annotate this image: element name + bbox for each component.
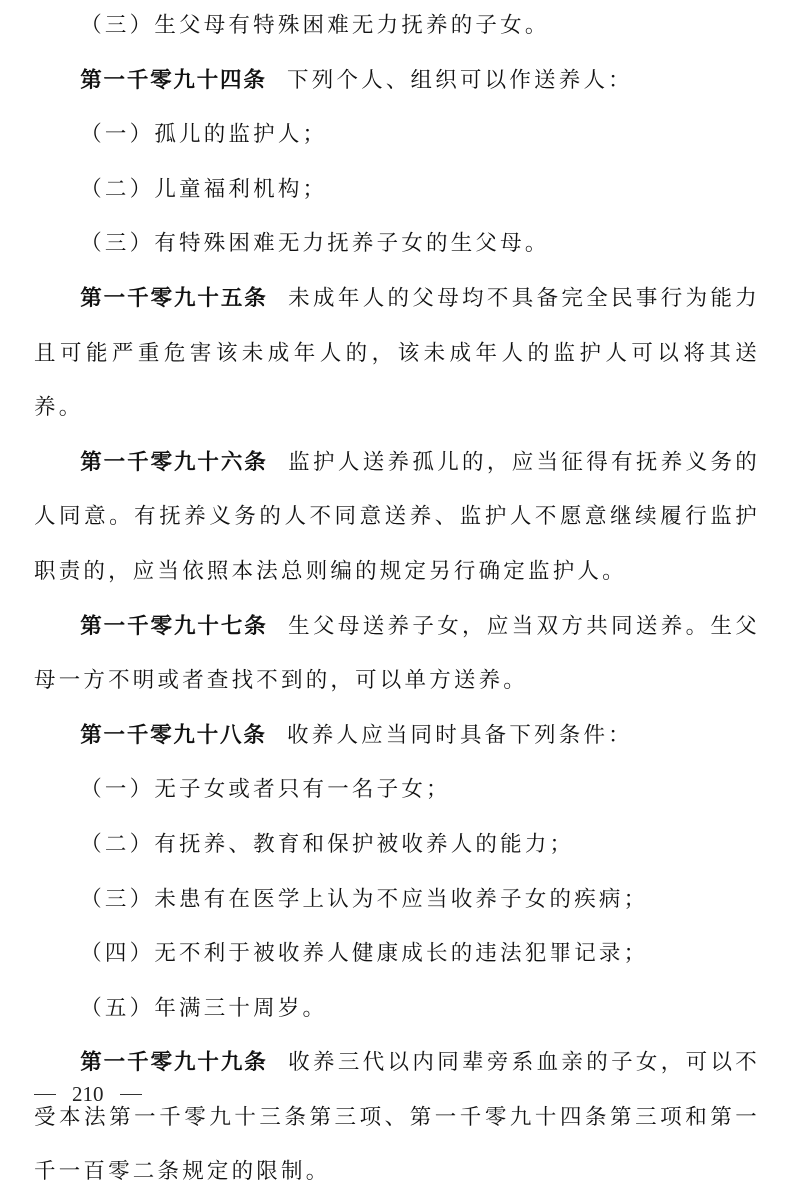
footer-dash-right [120, 1094, 142, 1095]
list-item [34, 163, 760, 218]
list-item [34, 927, 760, 982]
article-heading: 第一千零九十九条 [80, 1050, 268, 1076]
paragraph-text: 生父母送养子女，应当双方共同送养。生父母一方不明或者查找不到的，可以单方送养。 [34, 613, 760, 694]
article-paragraph [34, 272, 760, 436]
list-item [34, 982, 760, 1037]
paragraph-text: （一）孤儿的监护人； [80, 122, 328, 148]
paragraph-text: （三）有特殊困难无力抚养子女的生父母。 [80, 231, 550, 257]
article-paragraph [34, 600, 760, 709]
article-paragraph [34, 436, 760, 600]
document-body [34, 0, 760, 1200]
article-paragraph [34, 1036, 760, 1200]
paragraph-text: 收养三代以内同辈旁系血亲的子女，可以不受本法第一千零九十三条第三项、第一千零九十四条第三项和第一千一百零二条规定的限制。 [34, 1050, 760, 1185]
list-item [34, 818, 760, 873]
paragraph-text: （五）年满三十周岁。 [80, 995, 328, 1021]
paragraph-text: （二）儿童福利机构； [80, 176, 328, 202]
paragraph-text: 收养人应当同时具备下列条件： [287, 722, 633, 748]
article-heading: 第一千零九十八条 [80, 722, 267, 748]
list-item [34, 217, 760, 272]
paragraph-text: （二）有抚养、教育和保护被收养人的能力； [80, 831, 575, 857]
paragraph-text: （三）未患有在医学上认为不应当收养子女的疾病； [80, 886, 649, 912]
list-item [34, 873, 760, 928]
paragraph-text: （四）无不利于被收养人健康成长的违法犯罪记录； [80, 941, 649, 967]
footer-dash-left [34, 1094, 56, 1095]
article-heading: 第一千零九十四条 [80, 67, 267, 93]
article-heading: 第一千零九十七条 [80, 613, 268, 639]
list-item [34, 0, 760, 54]
list-item [34, 108, 760, 163]
article-paragraph [34, 709, 760, 764]
list-item [34, 763, 760, 818]
paragraph-text: 未成年人的父母均不具备完全民事行为能力且可能严重危害该未成年人的，该未成年人的监护人可以将其送养。 [34, 285, 760, 421]
page-footer [34, 1082, 142, 1107]
paragraph-text: 监护人送养孤儿的，应当征得有抚养义务的人同意。有抚养义务的人不同意送养、监护人不愿意继续履行监护职责的，应当依照本法总则编的规定另行确定监护人。 [34, 449, 760, 584]
article-heading: 第一千零九十五条 [80, 285, 268, 311]
article-heading: 第一千零九十六条 [80, 449, 268, 475]
paragraph-text: 下列个人、组织可以作送养人： [287, 67, 633, 93]
paragraph-text: （三）生父母有特殊困难无力抚养的子女。 [80, 13, 550, 38]
paragraph-text: （一）无子女或者只有一名子女； [80, 777, 451, 803]
page-number: 210 [72, 1082, 104, 1106]
article-paragraph [34, 54, 760, 109]
